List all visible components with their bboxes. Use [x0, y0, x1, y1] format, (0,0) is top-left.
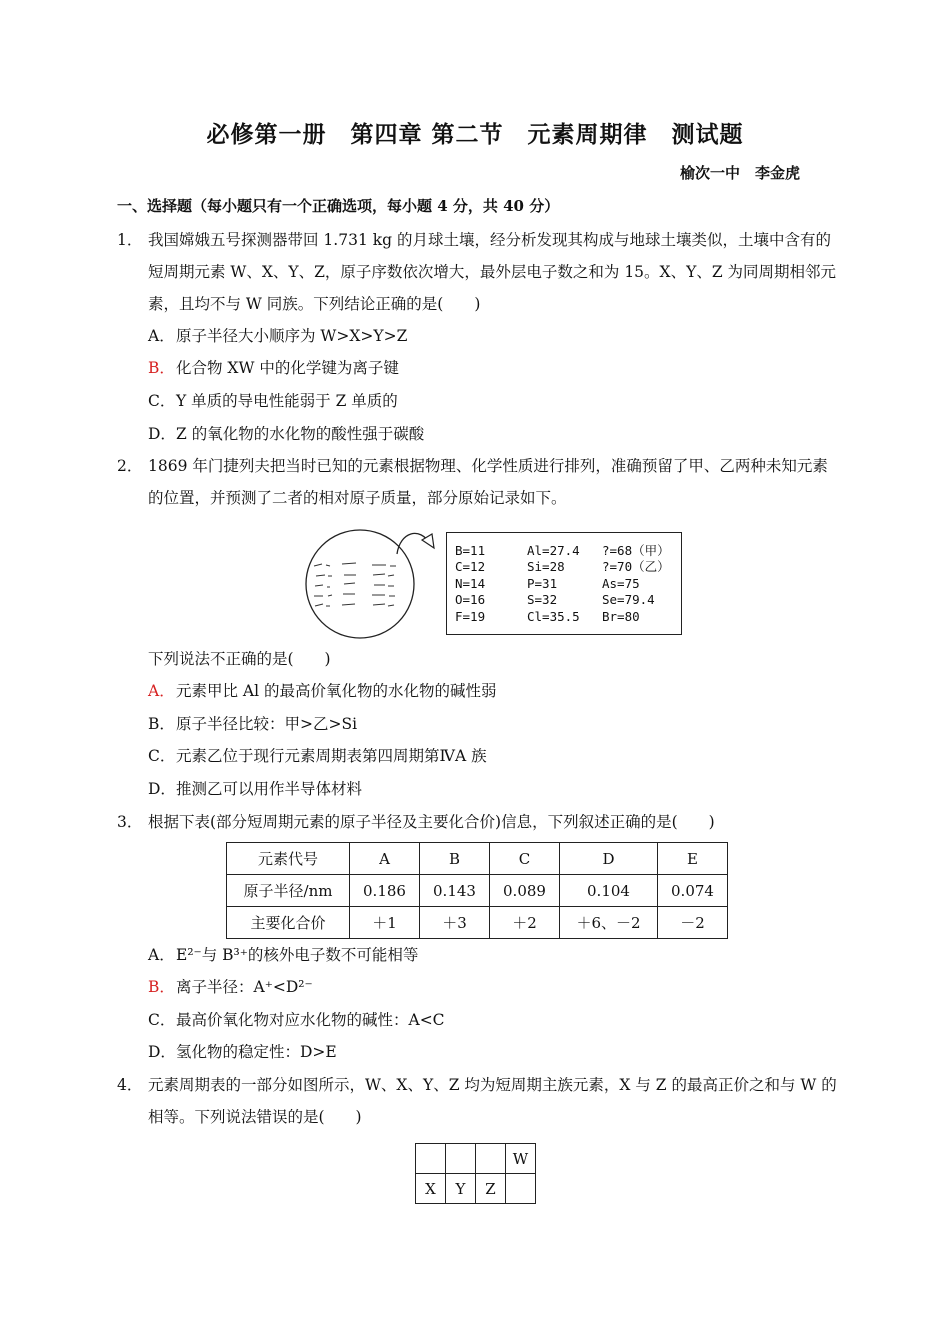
option-3c	[148, 1004, 445, 1036]
record-entry: Br=80	[602, 608, 640, 624]
table-row	[227, 875, 728, 907]
option-text: Y 单质的导电性能弱于 Z 单质的	[176, 392, 398, 410]
question-stem: 元素周期表的一部分如图所示，W、X、Y、Z 均为短周期主族元素，X 与 Z 的最高正价之和与 W 的相等。下列说法错误的是( )	[148, 1076, 837, 1126]
table-cell: Y	[446, 1174, 476, 1204]
record-column-2	[527, 543, 580, 625]
record-entry: P=31	[527, 575, 558, 591]
question-number: 1．	[117, 231, 143, 249]
table-cell: W	[506, 1144, 536, 1174]
element-record-box	[446, 532, 682, 635]
record-entry: B=11	[455, 543, 486, 558]
record-entry: Cl=35.5	[527, 608, 580, 624]
table-cell: 元素代号	[227, 843, 350, 875]
author-line: 榆次一中 李金虎	[679, 164, 800, 182]
table-cell: ＋6、－2	[560, 907, 658, 939]
option-3b	[148, 971, 313, 1003]
table-cell: 0.143	[420, 875, 490, 907]
option-text: 推测乙可以用作半导体材料	[176, 780, 363, 798]
table-cell: C	[490, 843, 560, 875]
question-number: 2．	[117, 457, 143, 475]
option-text: 原子半径大小顺序为 W>X>Y>Z	[176, 327, 408, 345]
table-cell: ＋1	[350, 907, 420, 939]
table-row	[227, 907, 728, 939]
record-entry: S=32	[527, 592, 558, 608]
option-label: C．	[148, 747, 176, 765]
table-row	[416, 1174, 536, 1204]
option-label: D．	[148, 1043, 176, 1061]
option-label: A．	[148, 327, 175, 345]
table-cell: 0.089	[490, 875, 560, 907]
page-title: 必修第一册 第四章 第二节 元素周期律 测试题	[206, 121, 744, 148]
option-2d	[148, 773, 362, 805]
option-label: C．	[148, 392, 176, 410]
option-3d	[148, 1036, 337, 1068]
table-cell	[446, 1144, 476, 1174]
question-stem: 我国嫦娥五号探测器带回 1.731 kg 的月球土壤，经分析发现其构成与地球土壤类似，土壤中含有的短周期元素 W、X、Y、Z，原子序数依次增大，最外层电子数之和为 15。X、Y、Z 为同周期相邻元素，且均不与 W 同族。下列结论正确的是( )	[148, 231, 837, 313]
option-1b	[148, 352, 399, 384]
table-cell: ＋3	[420, 907, 490, 939]
element-data-table	[226, 842, 728, 939]
option-text: 原子半径比较：甲>乙>Si	[176, 715, 358, 733]
record-column-3	[602, 543, 670, 625]
table-cell: B	[420, 843, 490, 875]
record-entry: O=16	[455, 592, 486, 608]
option-2b	[148, 708, 357, 740]
option-label: B．	[148, 715, 175, 733]
option-label: B．	[148, 978, 175, 996]
option-label: D．	[148, 425, 176, 443]
record-entry: ?=70（乙）	[602, 559, 670, 575]
question-stem: 1869 年门捷列夫把当时已知的元素根据物理、化学性质进行排列，准确预留了甲、乙两种未知元素的位置，并预测了二者的相对原子质量，部分原始记录如下。	[148, 457, 828, 507]
option-text: E²⁻与 B³⁺的核外电子数不可能相等	[176, 946, 419, 964]
table-cell: 0.074	[658, 875, 728, 907]
table-row	[227, 843, 728, 875]
option-label: D．	[148, 780, 176, 798]
record-column-1	[455, 543, 485, 625]
option-label: A．	[148, 682, 175, 700]
record-entry: Al=27.4	[527, 543, 580, 558]
option-1a	[148, 320, 407, 352]
table-cell: －2	[658, 907, 728, 939]
record-entry: Se=79.4	[602, 592, 655, 608]
option-text: 元素乙位于现行元素周期表第四周期第ⅣA 族	[176, 747, 487, 765]
option-1d	[148, 418, 424, 450]
option-label: A．	[148, 946, 175, 964]
record-entry: As=75	[602, 575, 640, 591]
option-2a	[148, 675, 497, 707]
handwritten-notes-image	[302, 520, 452, 642]
option-2c	[148, 740, 487, 772]
table-row	[416, 1144, 536, 1174]
option-label: B．	[148, 359, 175, 377]
option-text: 离子半径：A⁺<D²⁻	[176, 978, 313, 996]
option-label: C．	[148, 1011, 176, 1029]
table-cell: X	[416, 1174, 446, 1204]
table-cell: E	[658, 843, 728, 875]
table-cell: 0.104	[560, 875, 658, 907]
option-text: 氢化物的稳定性：D>E	[176, 1043, 337, 1061]
option-text: Z 的氧化物的水化物的酸性强于碳酸	[176, 425, 425, 443]
option-text: 化合物 XW 中的化学键为离子键	[176, 359, 399, 377]
question-number: 4．	[117, 1076, 143, 1094]
record-entry: F=19	[455, 608, 486, 624]
option-1c	[148, 385, 398, 417]
option-text: 元素甲比 Al 的最高价氧化物的水化物的碱性弱	[176, 682, 497, 700]
question-2-prompt: 下列说法不正确的是( )	[148, 650, 331, 668]
question-number: 3．	[117, 813, 143, 831]
table-cell: A	[350, 843, 420, 875]
periodic-table-fragment	[415, 1143, 536, 1204]
option-text: 最高价氧化物对应水化物的碱性：A<C	[176, 1011, 445, 1029]
table-cell: 主要化合价	[227, 907, 350, 939]
mendeleev-record-figure	[302, 520, 692, 642]
record-entry: C=12	[455, 559, 486, 575]
question-stem: 根据下表(部分短周期元素的原子半径及主要化合价)信息，下列叙述正确的是( )	[148, 813, 715, 831]
section-heading: 一、选择题（每小题只有一个正确选项，每小题 4 分，共 40 分）	[117, 197, 560, 215]
option-3a	[148, 939, 418, 971]
table-cell: D	[560, 843, 658, 875]
table-cell: 0.186	[350, 875, 420, 907]
record-entry: N=14	[455, 575, 486, 591]
table-cell: 原子半径/nm	[227, 875, 350, 907]
table-cell	[476, 1144, 506, 1174]
table-cell	[506, 1174, 536, 1204]
table-cell: Z	[476, 1174, 506, 1204]
record-entry: Si=28	[527, 559, 565, 575]
record-entry: ?=68（甲）	[602, 543, 670, 558]
table-cell: ＋2	[490, 907, 560, 939]
table-cell	[416, 1144, 446, 1174]
